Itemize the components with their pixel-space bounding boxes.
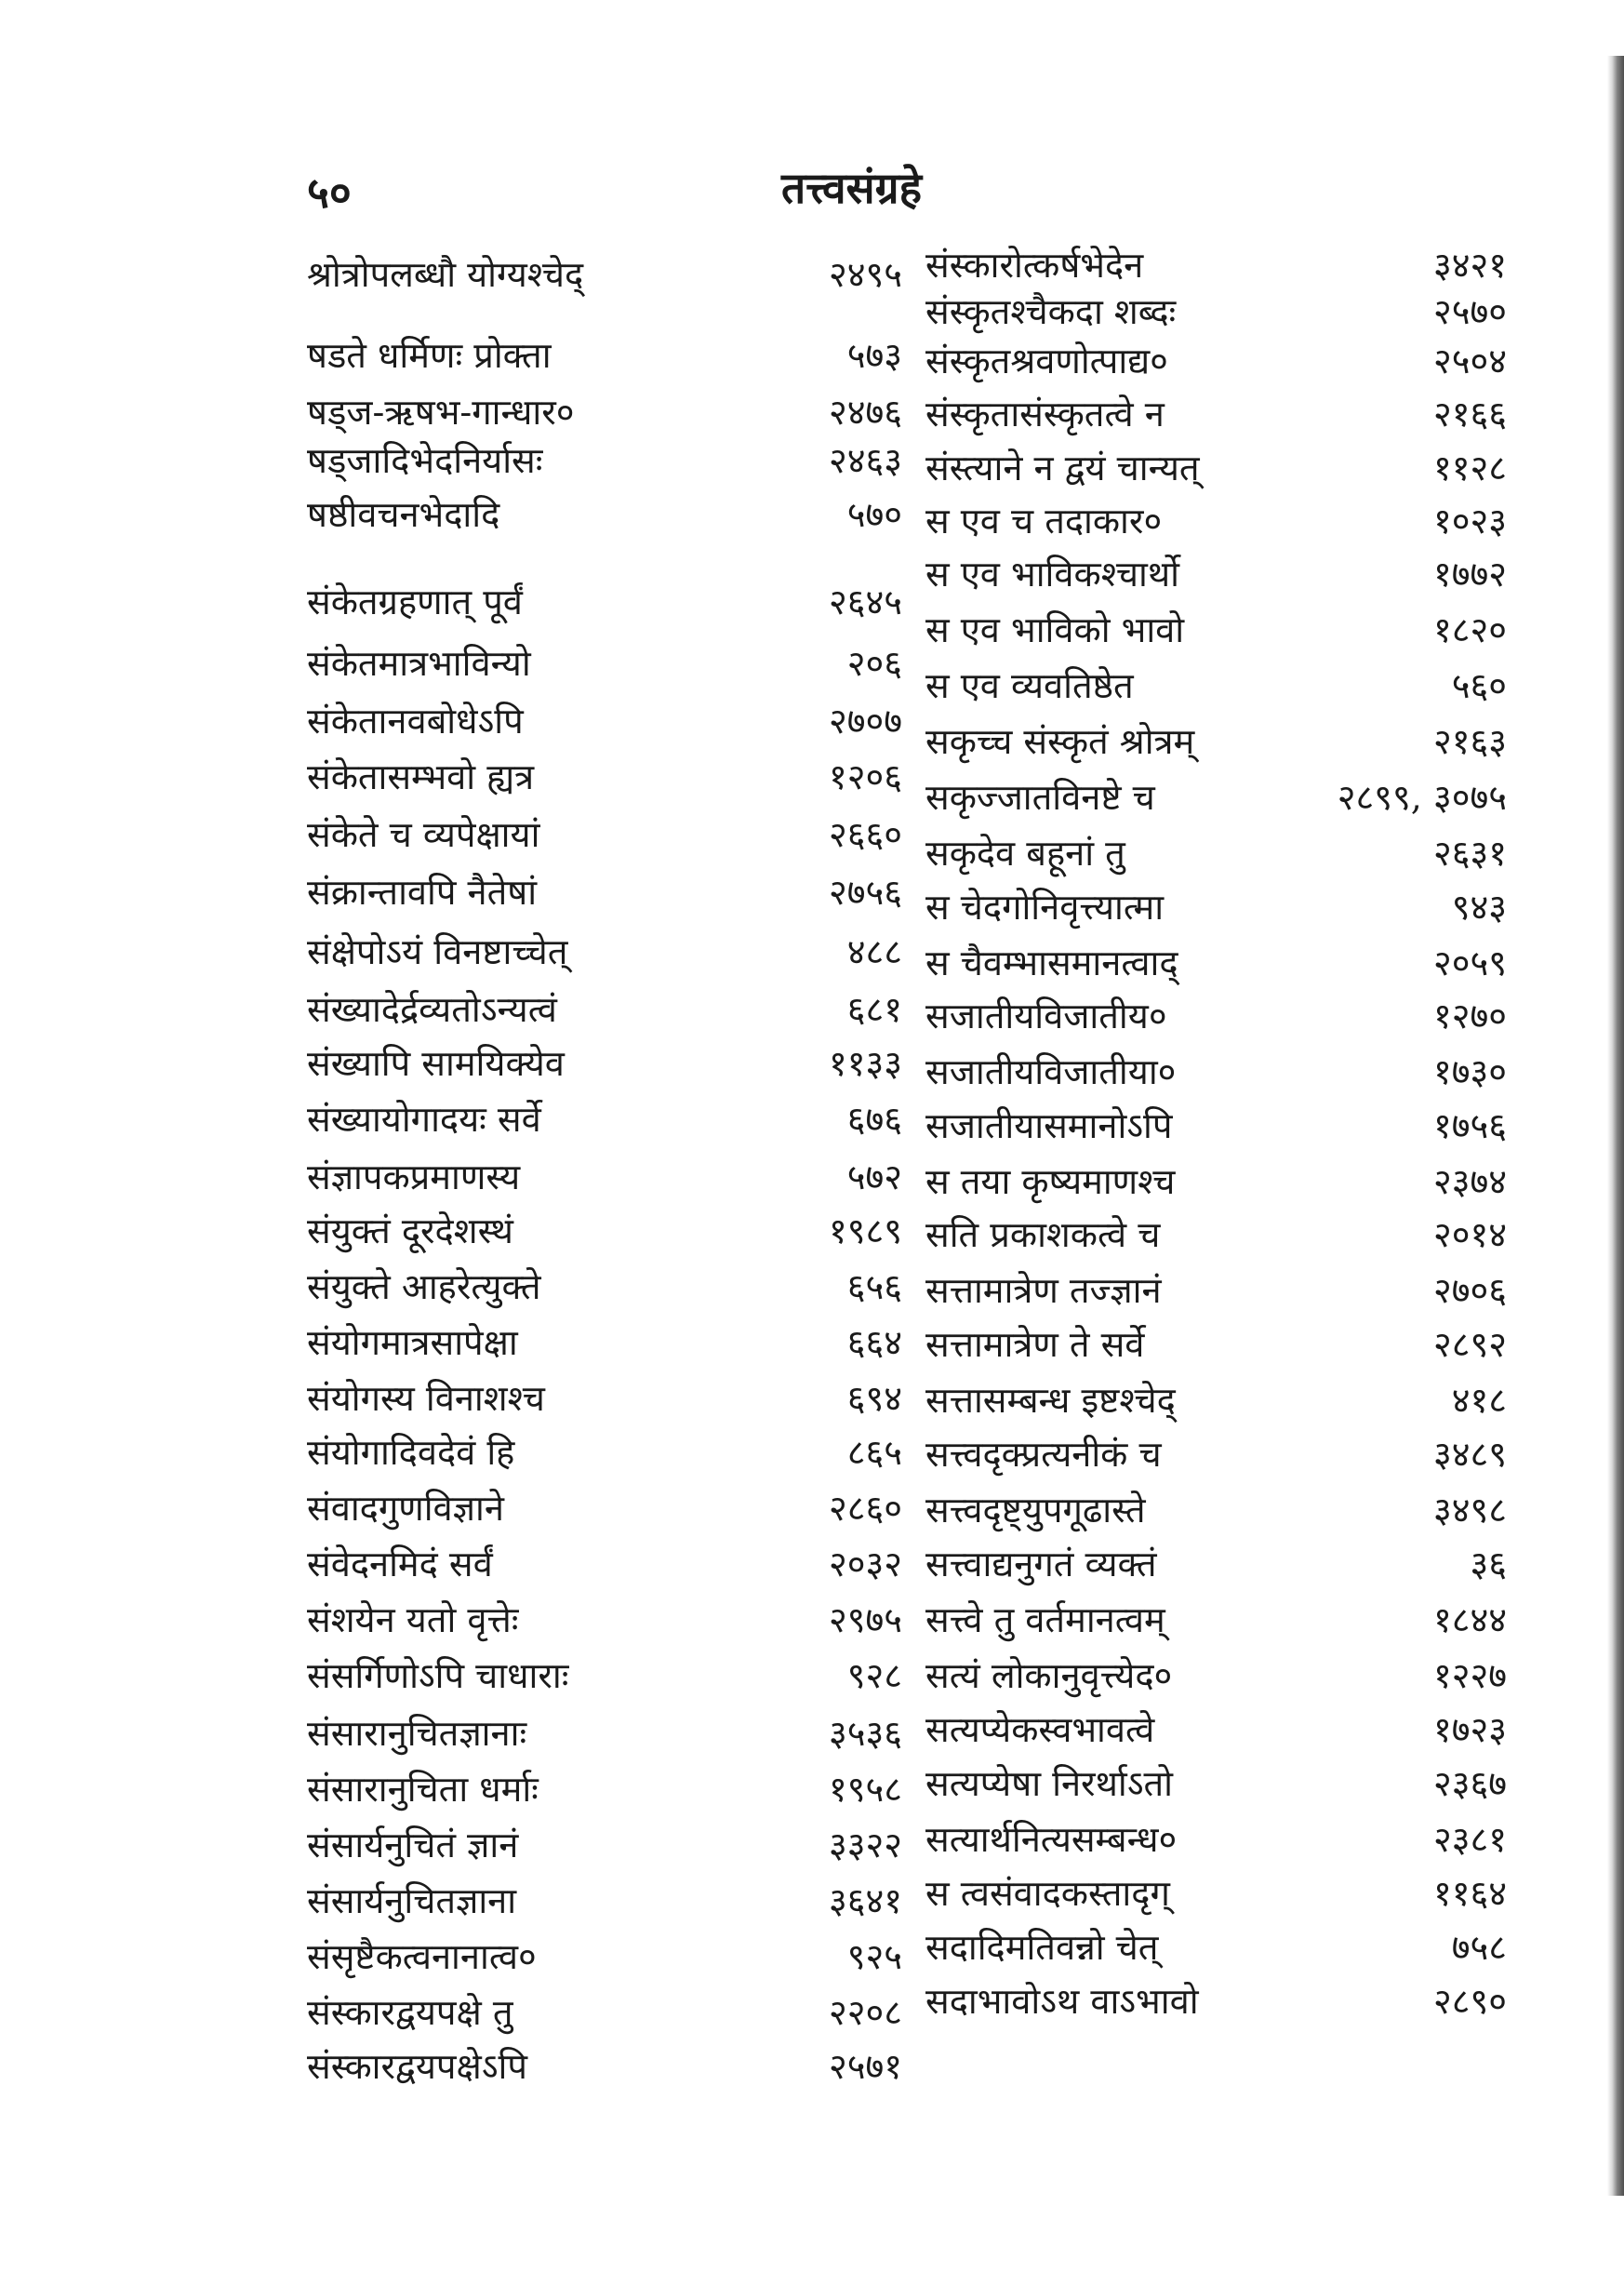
index-entry [925,1098,1507,1154]
index-entry [307,1536,902,1592]
index-entry [307,1091,902,1147]
entry-verse-number: ४८८ [846,931,902,972]
entry-term: संस्कृतश्चैकदा शब्दः [925,291,1177,332]
entry-term: संसारानुचिता धर्माः [307,1769,539,1810]
entry-verse-number: २८९० [1432,1981,1507,2022]
index-entry [925,1317,1507,1372]
entry-term: संसार्यनुचितज्ञाना [307,1880,517,1921]
entry-term: सदाभावोऽथ वाऽभावो [925,1981,1199,2022]
entry-verse-number: ७५८ [1451,1927,1507,1968]
entry-verse-number: २७०७ [828,701,902,742]
entry-verse-number: २६४५ [828,582,902,622]
index-entry [307,1480,902,1536]
entry-term: सति प्रकाशकत्वे च [925,1214,1161,1255]
index-entry [307,1648,902,1704]
entry-term: सत्त्वाद्यनुगतं व्यक्तं [925,1544,1157,1584]
entry-term: संकेतग्रहणात् पूर्वं [307,582,523,622]
index-entry [307,328,902,383]
index-entry [925,1919,1507,1975]
index-entry [925,1372,1507,1428]
entry-term: सकृच्च संस्कृतं श्रोत्रम् [925,721,1195,762]
entry-verse-number: २०३२ [828,1544,902,1584]
entry-verse-number: १७३० [1432,1051,1507,1092]
entry-term: सत्तासम्बन्ध इष्टश्चेद् [925,1380,1176,1421]
index-entry [925,333,1507,389]
entry-verse-number: ३५३६ [828,1713,902,1754]
index-entry [925,1426,1507,1482]
index-entry [307,487,902,542]
entry-term: स एव च तदाकार० [925,501,1163,541]
index-entry [925,1973,1507,2029]
index-entry [307,1424,902,1480]
entry-verse-number: १७२३ [1432,1709,1507,1750]
entry-term: संस्कारद्वयपक्षेऽपि [307,2046,527,2087]
entry-term: सत्त्वदृष्ट्युपगूढास्ते [925,1490,1146,1531]
entry-term: षड्ज-ऋषभ-गान्धार० [307,392,575,433]
page-header [307,163,1516,228]
entry-term: श्रोत्रोपलब्धौ योग्यश्चेद् [307,254,584,295]
entry-verse-number: १२७० [1432,996,1507,1036]
entry-verse-number: २३६७ [1432,1763,1507,1804]
index-entry [307,864,902,920]
entry-verse-number: ३३२२ [828,1825,902,1865]
index-entry [307,1315,902,1370]
page-edge-shadow [1607,56,1624,2196]
entry-verse-number: ९२५ [846,1936,902,1977]
entry-term: संयोगमात्रसापेक्षा [307,1322,518,1363]
entry-term: संयोगस्य विनाशश्च [307,1378,545,1419]
entry-term: संसृष्टैकत्वनानात्व० [307,1936,537,1977]
entry-term: संकेते च व्यपेक्षायां [307,814,540,855]
entry-term: षड्जादिभेदनिर्यासः [307,440,543,481]
index-entry [925,658,1507,714]
entry-verse-number: २०५९ [1432,942,1507,983]
entry-term: संख्यापि सामयिक्येव [307,1043,565,1084]
entry-term: संस्कारोत्कर्षभेदेन [925,245,1144,286]
entry-verse-number: २८९२ [1432,1324,1507,1365]
entry-term: संवादगुणविज्ञाने [307,1488,504,1529]
entry-term: सत्त्वदृक्प्रत्यनीकं च [925,1434,1162,1475]
entry-term: सत्यप्येकस्वभावत्वे [925,1709,1155,1750]
entry-verse-number: ६६४ [846,1322,902,1363]
entry-verse-number: १२०६ [828,756,902,797]
entry-verse-number: २४९५ [828,254,902,295]
entry-verse-number: ६८१ [846,989,902,1030]
entry-verse-number: ६५६ [846,1266,902,1307]
entry-term: सत्त्वे तु वर्तमानत्वम् [925,1599,1165,1640]
entry-term: संसार्यनुचितं ज्ञानं [307,1825,519,1865]
entry-term: सजातीयविजातीया० [925,1051,1177,1092]
index-entry [307,2039,902,2094]
page-number: ५० [307,167,352,218]
entry-verse-number: ६९४ [846,1378,902,1419]
entry-verse-number: ११६४ [1432,1873,1507,1914]
entry-verse-number: २८६० [828,1488,902,1529]
entry-verse-number: २९७५ [828,1599,902,1640]
index-entry [925,386,1507,442]
entry-verse-number: २१६३ [1432,721,1507,762]
entry-term: संवेदनमिदं सर्वं [307,1544,493,1584]
index-entry [307,1592,902,1648]
entry-term: संकेतासम्भवो ह्यत्र [307,756,535,797]
index-entry [307,433,902,488]
entry-term: सकृज्जातविनष्टे च [925,777,1155,818]
entry-verse-number: २५०४ [1432,341,1507,381]
entry-verse-number: २६३१ [1432,833,1507,874]
entry-verse-number: १०२३ [1432,501,1507,541]
entry-term: सकृदेव बहूनां तु [925,833,1125,874]
index-entry [307,807,902,862]
index-entry [925,1702,1507,1758]
entry-verse-number: ३६४१ [828,1880,902,1921]
index-entry [925,284,1507,340]
index-entry [925,988,1507,1044]
index-entry [925,1536,1507,1592]
index-entry [307,749,902,805]
entry-verse-number: २७५६ [828,872,902,913]
entry-verse-number: २३८१ [1432,1819,1507,1860]
index-entry [307,924,902,980]
entry-verse-number: २७०६ [1432,1270,1507,1311]
entry-verse-number: ८६५ [846,1432,902,1473]
index-entry [307,1705,902,1761]
entry-verse-number: ३४९८ [1432,1490,1507,1531]
index-entry [925,1592,1507,1648]
entry-term: संज्ञापकप्रमाणस्य [307,1156,521,1197]
index-entry [925,1154,1507,1210]
entry-verse-number: ५७३ [846,335,902,376]
entry-verse-number: २६६० [828,814,902,855]
index-entry [307,1203,902,1259]
index-entry [307,1985,902,2040]
entry-term: स चैवम्भासमानत्वाद् [925,942,1178,983]
entry-verse-number: २०६ [846,643,902,684]
entry-term: षष्ठीवचनभेदादि [307,494,500,535]
index-entry [925,825,1507,881]
entry-term: सत्यप्येषा निरर्थाऽतो [925,1763,1173,1804]
entry-verse-number: १९५८ [828,1769,902,1810]
entry-verse-number: ९२८ [846,1655,902,1696]
entry-term: सत्तामात्रेण तज्ज्ञानं [925,1270,1162,1311]
entry-verse-number: ९४३ [1451,887,1507,928]
index-entry [307,1761,902,1817]
entry-verse-number: १८४४ [1432,1599,1507,1640]
entry-verse-number: ११२८ [1432,448,1507,488]
index-entry [307,1929,902,1985]
entry-term: सत्यार्थनित्यसम्बन्ध० [925,1819,1178,1860]
entry-term: संसारानुचितज्ञानाः [307,1713,527,1754]
entry-term: सदादिमतिवन्नो चेत् [925,1927,1159,1968]
entry-term: स एव भाविको भावो [925,609,1185,650]
entry-verse-number: १९८९ [828,1210,902,1251]
index-entry [925,1263,1507,1318]
index-entry [307,247,902,302]
index-entry [307,1149,902,1205]
entry-term: सत्यं लोकानुवृत्त्येद० [925,1655,1173,1696]
index-entry [307,693,902,749]
entry-term: संयुक्ते आहरेत्युक्ते [307,1266,541,1307]
entry-verse-number: २१६६ [1432,394,1507,434]
entry-term: संक्रान्तावपि नैतेषां [307,872,538,913]
entry-verse-number: ४१८ [1451,1380,1507,1421]
index-entry [925,1044,1507,1100]
index-entry [307,1873,902,1929]
entry-verse-number: २४६३ [828,440,902,481]
index-entry [925,1756,1507,1811]
entry-verse-number: २३७४ [1432,1161,1507,1202]
entry-term: स एव व्यवतिष्ठेत [925,665,1134,706]
entry-term: संक्षेपोऽयं विनष्टाच्चेत् [307,931,568,972]
entry-term: संयुक्तं दूरदेशस्थं [307,1210,513,1251]
index-entry [925,1648,1507,1704]
entry-term: स चेदगोनिवृत्त्यात्मा [925,887,1165,928]
entry-term: स तया कृष्यमाणश्च [925,1161,1176,1202]
entry-verse-number: १८२० [1432,609,1507,650]
entry-verse-number: २५७० [1432,291,1507,332]
entry-verse-number: १२२७ [1432,1655,1507,1696]
index-entry [925,879,1507,935]
index-entry [925,602,1507,658]
entry-term: षडते धर्मिणः प्रोक्ता [307,335,552,376]
entry-term: संस्कारद्वयपक्षे तु [307,1992,513,2033]
entry-verse-number: ५६० [1451,665,1507,706]
index-entry [925,546,1507,602]
entry-verse-number: २८९९, ३०७५ [1337,777,1507,818]
index-entry [307,1370,902,1426]
index-entry [925,1207,1507,1263]
index-entry [307,384,902,440]
entry-term: स एव भाविकश्चार्थो [925,554,1179,595]
entry-verse-number: २२०८ [828,1992,902,2033]
entry-term: संख्यायोगादयः सर्वे [307,1099,541,1140]
entry-verse-number: ५७२ [846,1156,902,1197]
entry-term: सजातीयविजातीय० [925,996,1167,1036]
index-entry [925,935,1507,991]
entry-verse-number: २४७६ [828,392,902,433]
entry-verse-number: ३४८९ [1432,1434,1507,1475]
entry-verse-number: ३४२१ [1432,245,1507,286]
index-entry [925,1482,1507,1538]
index-entry [307,574,902,630]
entry-verse-number: ६७६ [846,1099,902,1140]
entry-verse-number: ३६ [1470,1544,1507,1584]
entry-verse-number: ११३३ [828,1043,902,1084]
entry-term: संस्कृतश्रवणोत्पाद्य० [925,341,1168,381]
entry-term: संख्यादेर्द्रव्यतोऽन्यत्वं [307,989,557,1030]
entry-term: संसर्गिणोऽपि चाधाराः [307,1655,569,1696]
index-entry [925,1865,1507,1921]
index-entry [925,1811,1507,1867]
entry-term: संकेतानवबोधेऽपि [307,701,524,742]
entry-term: संशयेन यतो वृत्तेः [307,1599,519,1640]
entry-verse-number: १७७२ [1432,554,1507,595]
entry-term: संयोगादिवदेवं हि [307,1432,515,1473]
entry-verse-number: १७५६ [1432,1105,1507,1146]
entry-verse-number: २५७१ [828,2046,902,2087]
entry-verse-number: ५७० [846,494,902,535]
index-entry [307,982,902,1037]
index-entry [307,1817,902,1873]
index-entry [925,440,1507,496]
entry-term: सजातीयासमानोऽपि [925,1105,1173,1146]
index-entry [307,1259,902,1315]
entry-verse-number: २०१४ [1432,1214,1507,1255]
index-entry [307,635,902,691]
entry-term: सत्तामात्रेण ते सर्वे [925,1324,1145,1365]
entry-term: स त्वसंवादकस्तादृग् [925,1873,1170,1914]
entry-term: संकेतमात्रभाविन्यो [307,643,531,684]
running-title: तत्त्वसंग्रहे [781,163,923,213]
entry-term: संस्त्याने न द्वयं चान्यत् [925,448,1200,488]
index-entry [925,769,1507,825]
entry-term: संस्कृतासंस्कृतत्वे न [925,394,1165,434]
index-entry [925,493,1507,549]
index-entry [307,1036,902,1091]
index-entry [925,714,1507,769]
